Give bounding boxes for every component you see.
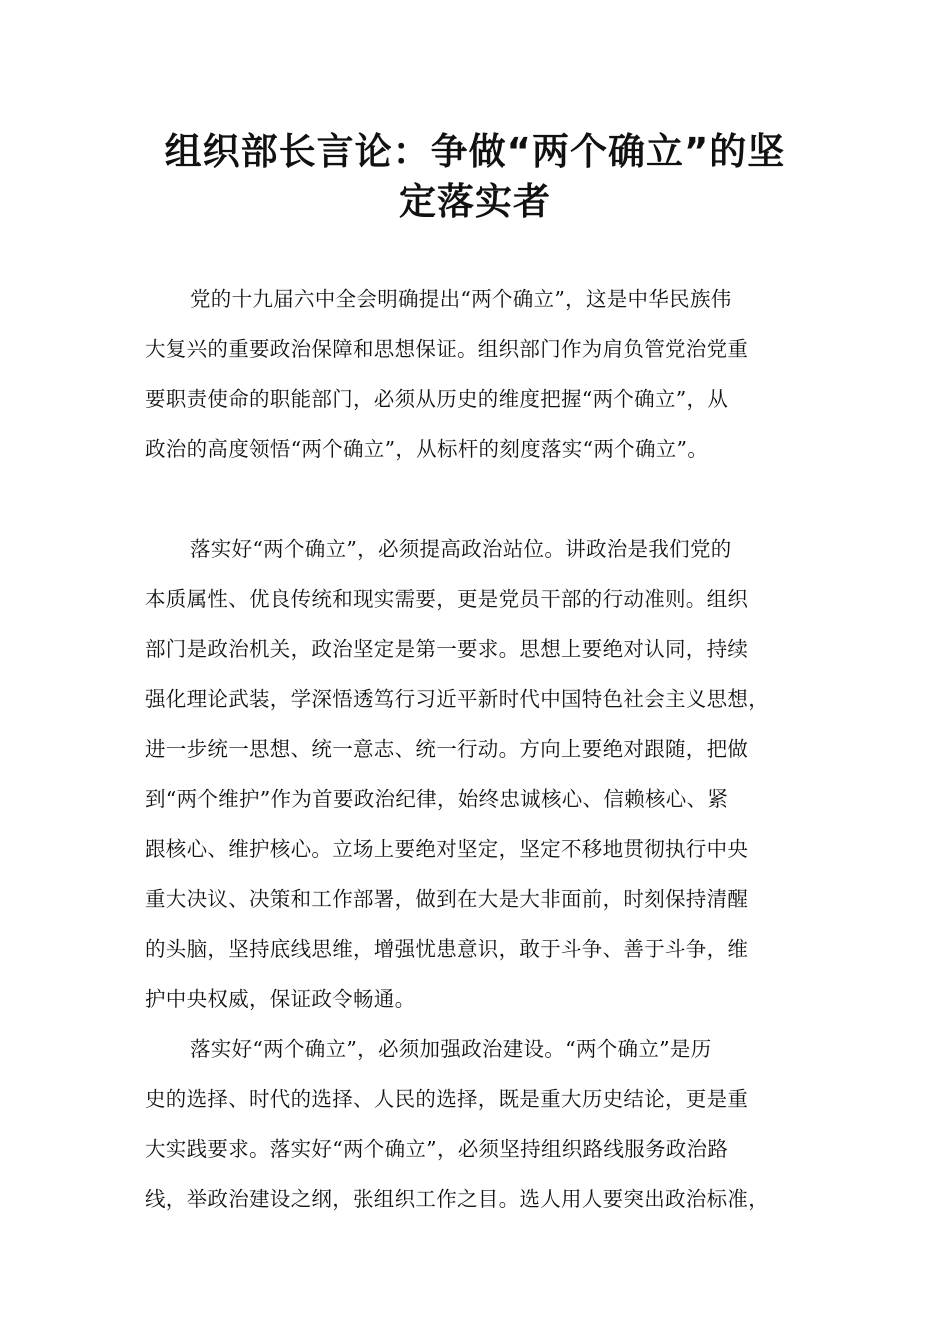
paragraph-2-line-5: 进一步统一思想、统一意志、统一行动。方向上要绝对跟随，把做: [145, 737, 749, 761]
paragraph-3-line-1: 落实好“两个确立”，必须加强政治建设。“两个确立”是历: [190, 1037, 712, 1061]
paragraph-2-line-7: 跟核心、维护核心。立场上要绝对坚定，坚定不移地贯彻执行中央: [145, 837, 749, 861]
title-text-line-2: 定落实者: [399, 180, 551, 223]
paragraph-2-line-9: 的头脑，坚持底线思维，增强忧患意识，敢于斗争、善于斗争，维: [145, 937, 749, 961]
paragraph-2-line-2: 本质属性、优良传统和现实需要，更是党员干部的行动准则。组织: [145, 587, 749, 611]
paragraph-2-line-6: 到“两个维护”作为首要政治纪律，始终忠诚核心、信赖核心、紧: [145, 787, 729, 811]
paragraph-3-line-2: 史的选择、时代的选择、人民的选择，既是重大历史结论，更是重: [145, 1087, 749, 1111]
paragraph-1-line-3: 要职责使命的职能部门，必须从历史的维度把握“两个确立”，从: [145, 387, 729, 411]
title-text-line-1: 组织部长言论：争做“两个确立”的坚: [164, 130, 786, 173]
document-title-line-2: [110, 177, 840, 227]
paragraph-2-line-3: 部门是政治机关，政治坚定是第一要求。思想上要绝对认同，持续: [145, 637, 749, 661]
paragraph-3-line-3: 大实践要求。落实好“两个确立”，必须坚持组织路线服务政治路: [145, 1137, 729, 1161]
paragraph-1-line-4: 政治的高度领悟“两个确立”，从标杆的刻度落实“两个确立”。: [145, 437, 709, 461]
paragraph-2-line-4: 强化理论武装，学深悟透笃行习近平新时代中国特色社会主义思想，: [145, 687, 769, 711]
paragraph-2-line-8: 重大决议、决策和工作部署，做到在大是大非面前，时刻保持清醒: [145, 887, 749, 911]
paragraph-2-line-10: 护中央权威，保证政令畅通。: [145, 987, 416, 1011]
paragraph-1-line-1: 党的十九届六中全会明确提出“两个确立”，这是中华民族伟: [190, 287, 732, 311]
paragraph-3-line-4: 线，举政治建设之纲，张组织工作之目。选人用人要突出政治标准，: [145, 1187, 769, 1211]
document-title-line-1: [110, 127, 840, 177]
paragraph-1-line-2: 大复兴的重要政治保障和思想保证。组织部门作为肩负管党治党重: [145, 337, 749, 361]
paragraph-2-line-1: 落实好“两个确立”，必须提高政治站位。讲政治是我们党的: [190, 537, 732, 561]
